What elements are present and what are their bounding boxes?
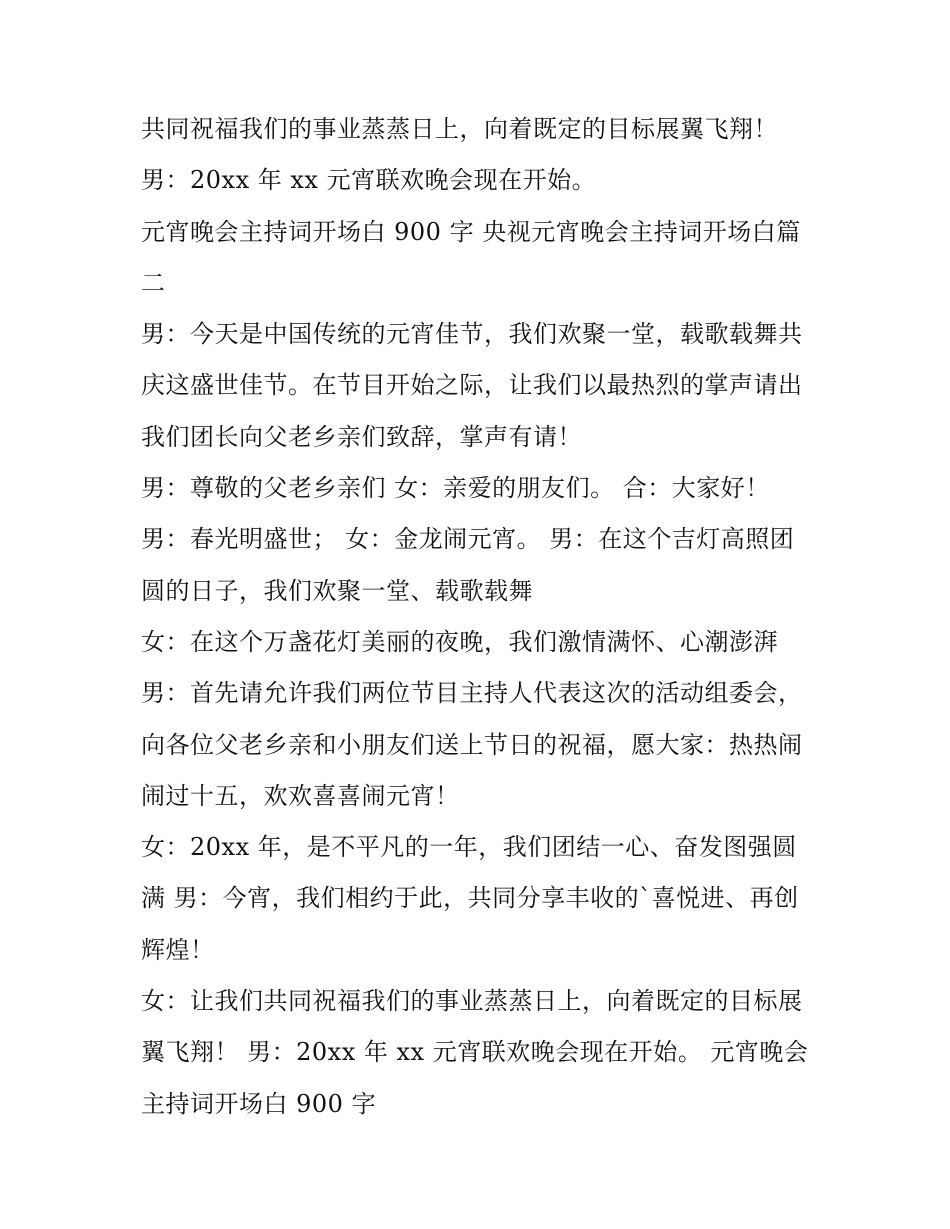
text-line: 庆这盛世佳节。在节目开始之际，让我们以最热烈的掌声请出 bbox=[141, 371, 803, 400]
text-line: 男：20xx 年 xx 元宵联欢晚会现在开始。 bbox=[141, 166, 597, 195]
text-line: 圆的日子，我们欢聚一堂、载歌载舞 bbox=[141, 576, 533, 605]
text-line: 男：今天是中国传统的元宵佳节，我们欢聚一堂，载歌载舞共 bbox=[141, 320, 803, 349]
text-line: 翼飞翔！ 男：20xx 年 xx 元宵联欢晚会现在开始。 元宵晚会 bbox=[141, 1038, 809, 1067]
document-body bbox=[141, 104, 821, 1130]
text-line: 辉煌！ bbox=[141, 935, 215, 964]
text-line: 我们团长向父老乡亲们致辞，掌声有请！ bbox=[141, 422, 582, 451]
text-line: 满 男：今宵，我们相约于此，共同分享丰收的`喜悦进、再创 bbox=[141, 884, 799, 913]
text-line: 共同祝福我们的事业蒸蒸日上，向着既定的目标展翼飞翔！ bbox=[141, 115, 778, 143]
text-line: 女：让我们共同祝福我们的事业蒸蒸日上，向着既定的目标展 bbox=[141, 987, 803, 1016]
text-line: 男：首先请允许我们两位节目主持人代表这次的活动组委会， bbox=[141, 679, 803, 708]
text-line: 男：尊敬的父老乡亲们 女：亲爱的朋友们。 合：大家好！ bbox=[141, 474, 770, 503]
text-line: 二 bbox=[141, 268, 166, 297]
text-line: 男：春光明盛世； 女：金龙闹元宵。 男：在这个吉灯高照团 bbox=[141, 525, 795, 554]
text-line: 主持词开场白 900 字 bbox=[141, 1089, 377, 1118]
text-line: 元宵晚会主持词开场白 900 字 央视元宵晚会主持词开场白篇 bbox=[141, 217, 801, 246]
text-line: 向各位父老乡亲和小朋友们送上节日的祝福，愿大家：热热闹 bbox=[141, 730, 803, 759]
text-line: 闹过十五，欢欢喜喜闹元宵！ bbox=[141, 781, 460, 810]
text-line: 女：20xx 年，是不平凡的一年，我们团结一心、奋发图强圆 bbox=[141, 833, 797, 862]
text-line: 女：在这个万盏花灯美丽的夜晚，我们激情满怀、心潮澎湃 bbox=[141, 627, 778, 656]
